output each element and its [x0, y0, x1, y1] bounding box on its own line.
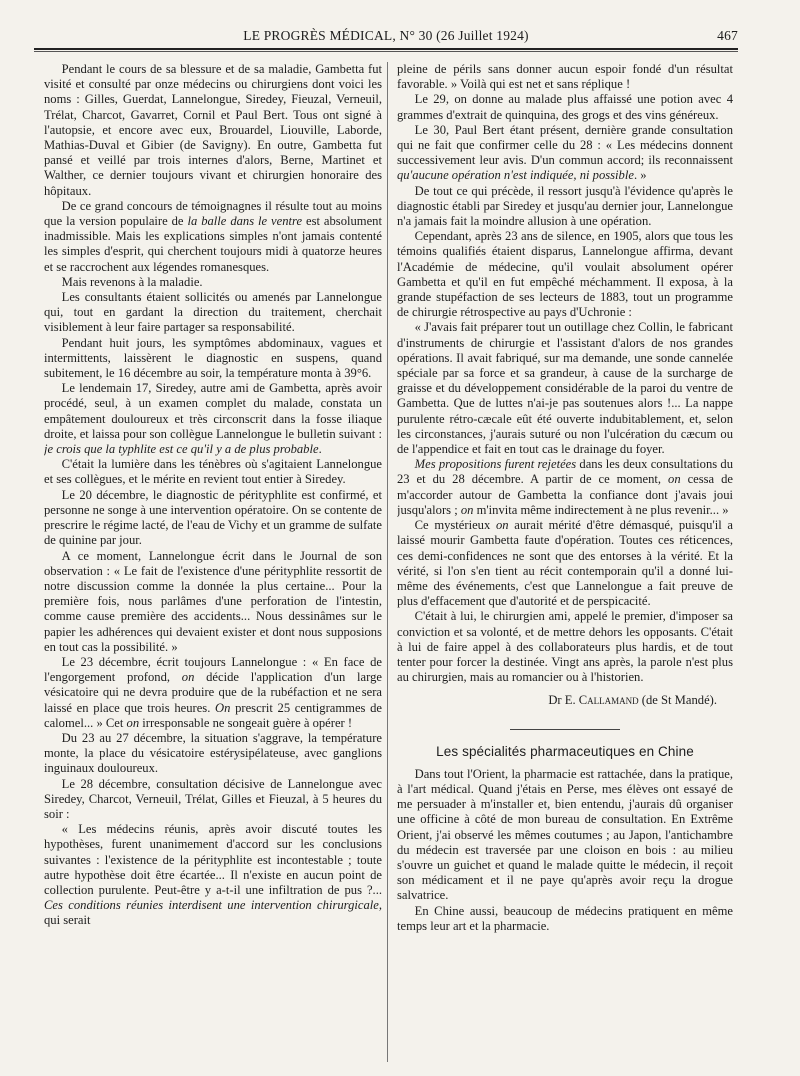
journal-title: LE PROGRÈS MÉDICAL, N° 30 (26 Juillet 1924) — [243, 28, 529, 43]
paragraph: Le lendemain 17, Siredey, autre ami de Gambetta, après avoir procédé, seul, à un examen complet du malade, constata un empâtement douloureux et très circonscrit dans la fosse iliaque droite, et laissa pour son collègue Lannelongue le bulletin suivant : je crois que la typhlite est ce qu'il y a de plus probable. — [44, 381, 382, 457]
header-rule — [34, 48, 738, 52]
section-rule — [510, 729, 620, 730]
paragraph: « J'avais fait préparer tout un outillage chez Collin, le fabricant d'instruments de chirurgie et l'assistant d'alors de nos grandes opérations. Il avait fabriqué, sur ma demande, une sonde cannelée spéciale par sa force et sa grandeur, à cause de la surcharge de graisse et du développement considérable de la paroi du ventre de Gambetta. Que de luttes n'ai-je pas soutenues alors !... La nappe purulente rétro-cæcale eût été ouverte indubitablement, et, selon les circonstances, j'aurais suturé ou non l'ulcération du cæcum ou de l'appendice et fait en tout cas le drainage du foyer. — [397, 320, 733, 457]
running-header — [34, 28, 738, 48]
paragraph: Pendant huit jours, les symptômes abdominaux, vagues et intermittents, laissèrent le diagnostic en suspens, quand subitement, le 16 décembre au soir, la température monta à 39°6. — [44, 335, 382, 381]
paragraph: pleine de périls sans donner aucun espoir fondé d'un résultat favorable. » Voilà qui est net et sans réplique ! — [397, 62, 733, 92]
section-title: Les spécialités pharmaceutiques en Chine — [436, 743, 694, 759]
paragraph: A ce moment, Lannelongue écrit dans le Journal de son observation : « Le fait de l'existence d'une pérityphlite ressortit de notre discussion comme la donnée la plus certaine... Pour la première fois, nous parlâmes d'une perforation de l'intestin, comme cause première des accidents... Nous dessinâmes sur le papier les adhérences qui devaient exister et dont nous supposions en tout cas la possibilité. » — [44, 548, 382, 654]
paragraph: Dans tout l'Orient, la pharmacie est rattachée, dans la pratique, à l'art médical. Quand j'étais en Perse, mes élèves ont essayé de me persuader à m'installer et, bien entendu, j'aurais dû organiser une officine à côté de mon bureau de consultation. En Extrême Orient, j'ai observé les mêmes coutumes ; au Japon, l'antichambre du médecin est traversée par une cloison en bois : au milieu s'ouvre un guichet et quand le malade quitte le médecin, il reçoit son médicament et il ne paye qu'après avoir reçu la drogue salvatrice. — [397, 766, 733, 903]
paragraph: « Les médecins réunis, après avoir discuté toutes les hypothèses, furent unanimement d'accord sur les conclusions suivantes : l'existence de la pérityphlite est incontestable ; toute autre hypothèse doit être écartée... Il n'existe en aucun point de collection purulente. Peut-être y a-t-il une infiltration de pus ?... Ces conditions réunies interdisent une intervention chirurgicale, qui serait — [44, 822, 382, 928]
paragraph: De tout ce qui précède, il ressort jusqu'à l'évidence qu'après le diagnostic établi par Siredey et jusqu'au dernier jour, Lannelongue n'a jamais fait la moindre allusion à une opération. — [397, 183, 733, 229]
paragraph: Le 20 décembre, le diagnostic de pérityphlite est confirmé, et personne ne songe à une intervention opératoire. On se contente de prescrire le régime lacté, de l'eau de Vichy et un gramme de sulfate de quinine par jour. — [44, 487, 382, 548]
paragraph: Ce mystérieux on aurait mérité d'être démasqué, puisqu'il a laissé mourir Gambetta faute d'opération. Toutes ces réticences, ces demi-confidences ne sont que des entorses à la vérité. Et la vérité, si l'on s'en tient au récit contemporain qu'il a donné lui-même des événements, c'est que Lannelongue a fait preuve de plus d'effacement que d'autorité et de perspicacité. — [397, 518, 733, 609]
paragraph: Le 23 décembre, écrit toujours Lannelongue : « En face de l'engorgement profond, on décide l'application d'un large vésicatoire qui ne devra produire que de la rubéfaction et ne sera laissé en place que trois heures. On prescrit 25 centigrammes de calomel... » Cet on irresponsable ne songeait guère à opérer ! — [44, 654, 382, 730]
paragraph: C'était à lui, le chirurgien ami, appelé le premier, d'imposer sa conviction et sa volonté, et de mettre dehors les opposants. C'était à lui de faire appel à des collaborateurs plus hardis, et de tout tenter pour forcer la destinée. Vingt ans après, la parole n'est plus au chirurgien, mais au romancier ou à l'historien. — [397, 609, 733, 685]
paragraph: C'était la lumière dans les ténèbres où s'agitaient Lannelongue et ses collègues, et le mérite en revient tout entier à Siredey. — [44, 457, 382, 487]
page-number: 467 — [717, 28, 738, 43]
paragraph: De ce grand concours de témoignagnes il résulte tout au moins que la version populaire de la balle dans le ventre est absolument inadmissible. Mais les explications simples n'ont jamais contenté les simples d'esprit, qui cherchent toujours midi à quatorze heures et se raccrochent aux légendes romanesques. — [44, 198, 382, 274]
left-column — [44, 62, 382, 1067]
author-signature: Dr E. Callamand (de St Mandé). — [548, 693, 717, 708]
paragraph: Mes propositions furent rejetées dans les deux consultations du 23 et du 28 décembre. A partir de ce moment, on cessa de m'accorder autour de Gambetta la confiance dont j'avais joui jusqu'alors ; on m'invita même indirectement à ne plus revenir... » — [397, 457, 733, 517]
paragraph: Le 29, on donne au malade plus affaissé une potion avec 4 grammes d'extrait de quinquina, des grogs et des vins généreux. — [397, 92, 733, 122]
paragraph: Les consultants étaient sollicités ou amenés par Lannelongue qui, tout en gardant la direction du traitement, cherchait visiblement à leur faire partager sa responsabilité. — [44, 290, 382, 335]
paragraph: Pendant le cours de sa blessure et de sa maladie, Gambetta fut visité et consulté par onze médecins ou chirurgiens dont voici les noms : Gilles, Guerdat, Lannelongue, Siredey, Fieuzal, Verneuil, Trélat, Charcot, Gavarret, Cornil et Paul Bert. Tous ont signé à l'autopsie, et encore avec eux, Brouardel, Liouville, Laborde, Mathias-Duval et Gibier (de Savigny). En outre, Gambetta fut pansé et veillé par trois internes d'alors, Berne, Martinet et Walther, ce dernier toujours vivant et chirurgien honoraire des hôpitaux. — [44, 62, 382, 198]
paragraph: Cependant, après 23 ans de silence, en 1905, alors que tous les témoins qualifiés étaient disparus, Lannelongue affirma, devant l'Académie de médecine, qu'il voulait absolument opérer Gambetta et qu'il en fut empêché méchamment. Il exposa, à la grande stupéfaction de ses lecteurs de 1883, tout un programme de chirurgie rétrospective au pays d'Uchronie : — [397, 229, 733, 320]
paragraph: Du 23 au 27 décembre, la situation s'aggrave, la température monte, la place du vésicatoire estérysipélateuse, avec ganglions inguinaux douloureux. — [44, 730, 382, 776]
paragraph: Le 30, Paul Bert étant présent, dernière grande consultation qui ne fait que confirmer celle du 28 : « Les médecins donnent successivement leur avis. D'un commun accord; ils reconnaissent qu'aucune opération n'est indiquée, ni possible. » — [397, 122, 733, 183]
paragraph: En Chine aussi, beaucoup de médecins pratiquent en même temps leur art et la pharmacie. — [397, 903, 733, 933]
right-column — [397, 62, 733, 1067]
paragraph: Mais revenons à la maladie. — [61, 274, 203, 289]
paragraph: Le 28 décembre, consultation décisive de Lannelongue avec Siredey, Charcot, Verneuil, Trélat, Gilles et Fieuzal, à 5 heures du soir : — [44, 776, 382, 821]
column-divider — [387, 62, 388, 1062]
